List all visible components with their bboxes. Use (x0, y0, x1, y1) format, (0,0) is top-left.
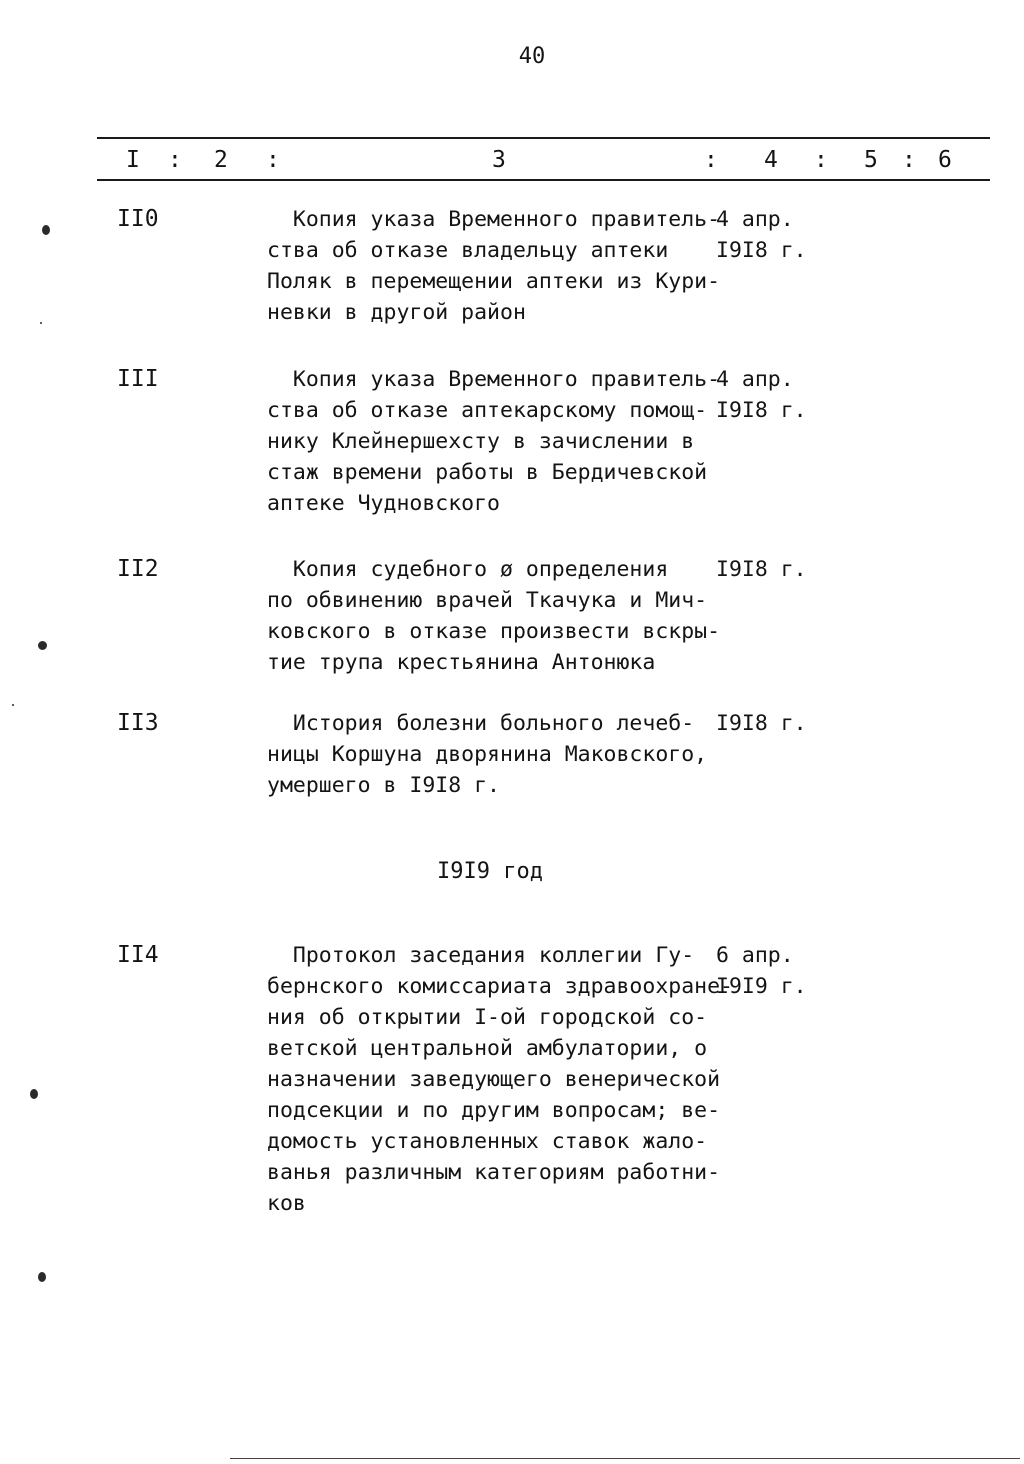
row-date: 4 апр. I9I8 г. (716, 367, 807, 423)
row-date: I9I8 г. (716, 711, 807, 736)
row-description: Копия судебного ø определения по обвинению врачей Ткачука и Мич- ковского в отказе произвести вскры- тие трупа крестьянина Антонюка (267, 557, 721, 675)
header-separator: : (704, 147, 718, 173)
header-col-6: 6 (938, 147, 952, 173)
row-description: Копия указа Временного правитель- ства об отказе владельцу аптеки Поляк в перемещении аптеки из Кури- невки в другой район (267, 207, 721, 325)
scan-speck (30, 1089, 38, 1099)
scan-speck (38, 1272, 46, 1282)
header-separator: : (902, 147, 916, 173)
header-col-4: 4 (764, 147, 778, 173)
row-date: 6 апр. I9I9 г. (716, 943, 807, 999)
row-number: II4 (117, 942, 159, 968)
header-col-3: 3 (492, 147, 506, 173)
header-separator: : (266, 147, 280, 173)
row-number: III (117, 366, 159, 392)
row-date: 4 апр. I9I8 г. (716, 207, 807, 263)
page-number: 40 (518, 44, 546, 69)
row-number: II2 (117, 556, 159, 582)
year-heading: I9I9 год (437, 859, 543, 884)
row-number: II0 (117, 206, 159, 232)
header-separator: : (814, 147, 828, 173)
header-separator: : (168, 147, 182, 173)
header-col-5: 5 (864, 147, 878, 173)
scan-speck (40, 322, 42, 324)
scan-speck (38, 641, 47, 650)
row-description: История болезни больного лечеб- ницы Коршуна дворянина Маковского, умершего в I9I8 г. (267, 711, 708, 798)
table-header-bottom-rule (97, 179, 990, 181)
table-header-top-rule (97, 137, 990, 139)
page-bottom-edge (230, 1458, 1020, 1459)
scan-speck (12, 704, 14, 706)
row-date: I9I8 г. (716, 557, 807, 582)
row-number: II3 (117, 710, 159, 736)
row-description: Протокол заседания коллегии Гу- бернского комиссариата здравоохране- ния об открытии I-ой городской со- ветской центральной амбулатории, о назначении заведующего венерической подсекции и по другим вопросам; ве- домость установленных ставок жало- ванья различным категориям работни- ков (267, 943, 733, 1216)
header-col-1: I (126, 147, 140, 173)
row-description: Копия указа Временного правитель- ства об отказе аптекарскому помощ- нику Клейнершехсту в зачислении в стаж времени работы в Бердичевской аптеке Чудновского (267, 367, 721, 516)
scan-speck (42, 225, 50, 235)
header-col-2: 2 (214, 147, 228, 173)
